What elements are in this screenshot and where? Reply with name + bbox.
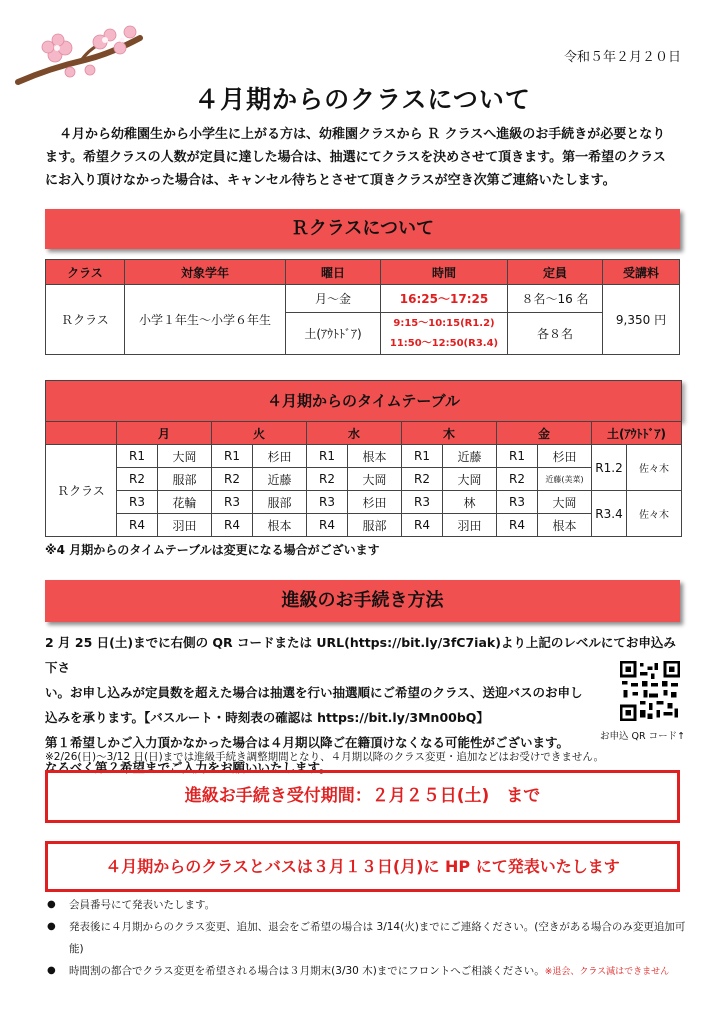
qr-caption: お申込 QR コード↑: [600, 731, 686, 742]
slot-code: R1.2: [592, 445, 627, 491]
timetable-table: [45, 421, 682, 537]
slot-code: R4: [497, 514, 538, 537]
teacher-name: 杉田: [538, 445, 592, 468]
issue-date: 令和５年２月２０日: [563, 50, 681, 65]
class-name-cell: Ｒクラス: [46, 445, 117, 537]
teacher-name: 根本: [538, 514, 592, 537]
slot-code: R4: [307, 514, 348, 537]
day-cell: 土(ｱｳﾄﾄﾞｱ): [286, 313, 381, 355]
slot-code: R3: [402, 491, 443, 514]
procedure-line: 第１希望しかご入力頂かなかった場合は４月期以降ご在籍頂けなくなる可能性がございます。: [45, 735, 570, 750]
teacher-name: 羽田: [158, 514, 212, 537]
slot-code: R1: [497, 445, 538, 468]
slot-code: R3: [212, 491, 253, 514]
column-header: 木: [402, 422, 497, 445]
announcement-box: ４月期からのクラスとバスは３月１３日(月)に HP にて発表いたします: [45, 841, 680, 892]
fee-cell: 9,350 円: [603, 285, 680, 355]
column-header: 曜日: [286, 260, 381, 285]
slot-code: R1: [117, 445, 158, 468]
column-header: 火: [212, 422, 307, 445]
time-slot: 9:15〜10:15(R1.2): [393, 317, 495, 329]
slot-code: R2: [497, 468, 538, 491]
procedure-line: い。お申し込みが定員数を超えた場合は抽選を行い抽選順にご希望のクラス、送迎バスのお申し: [45, 685, 583, 700]
teacher-name: 大岡: [443, 468, 497, 491]
column-header: 対象学年: [125, 260, 286, 285]
slot-code: R1: [307, 445, 348, 468]
r-class-banner: Ｒクラスについて: [45, 209, 680, 249]
adjustment-period-note: ※2/26(日)〜3/12 日(日)までは進級手続き調整期間となり、４月期以降のクラス変更・追加などはお受けできません。: [45, 751, 604, 763]
slot-code: R3: [497, 491, 538, 514]
intro-line: ４月から幼稚園生から小学生に上がる方は、幼稚園クラスから Ｒ クラスへ進級のお手続きが必要となり: [59, 127, 666, 142]
column-header: クラス: [46, 260, 125, 285]
procedure-line: なるべく第２希望までご入力をお願いいたします。: [45, 760, 332, 775]
class-name-cell: Ｒクラス: [46, 285, 125, 355]
time-cell: 16:25〜17:25: [381, 285, 508, 313]
teacher-name: 大岡: [158, 445, 212, 468]
r-class-table: [45, 259, 680, 355]
list-item: ● 会員番号にて発表いたします。: [45, 894, 695, 916]
slot-code: R3: [307, 491, 348, 514]
timetable-title: ４月期からのタイムテーブル: [45, 380, 682, 421]
intro-line: ます。希望クラスの人数が定員に達した場合は、抽選にてクラスを決めさせて頂きます。第一希望のクラス: [45, 150, 666, 165]
column-header: 金: [497, 422, 592, 445]
teacher-name: 服部: [253, 491, 307, 514]
time-slot: 11:50〜12:50(R3.4): [389, 337, 499, 349]
qr-code-icon[interactable]: [617, 661, 683, 721]
procedure-line: 2 月 25 日(土)までに右側の QR コードまたは URL(https://bit.ly/3fC7iak)より上記のレベルにてお申込み下さ: [45, 635, 676, 675]
teacher-name: 花輪: [158, 491, 212, 514]
slot-code: R2: [307, 468, 348, 491]
teacher-name: 近藤: [253, 468, 307, 491]
procedure-banner: 進級のお手続き方法: [45, 580, 680, 622]
teacher-name: 佐々木: [627, 445, 682, 491]
capacity-cell: 各８名: [508, 313, 603, 355]
teacher-name: 羽田: [443, 514, 497, 537]
list-item: [45, 960, 695, 983]
procedure-line: 込みを承ります。【バスルート・時刻表の確認は https://bit.ly/3Mn00bQ】: [45, 710, 489, 725]
list-item-text: 時間割の都合でクラス変更を希望される場合は３月期末(3/30 木)までにフロントへご相談ください。: [69, 965, 545, 977]
deadline-box: 進級お手続き受付期間：２月２５日(土) まで: [45, 770, 680, 823]
column-header: [46, 422, 117, 445]
column-header: 定員: [508, 260, 603, 285]
column-header: 受講料: [603, 260, 680, 285]
teacher-name: 大岡: [348, 468, 402, 491]
time-cell: [381, 313, 508, 355]
column-header: 月: [117, 422, 212, 445]
teacher-name: 佐々木: [627, 491, 682, 537]
slot-code: R1: [402, 445, 443, 468]
teacher-name: 近藤(美菜): [538, 468, 592, 491]
teacher-name: 林: [443, 491, 497, 514]
intro-paragraph: [45, 123, 685, 192]
capacity-cell: ８名〜16 名: [508, 285, 603, 313]
slot-code: R2: [117, 468, 158, 491]
intro-line: にお入り頂けなかった場合は、キャンセル待ちとさせて頂きクラスが空き次第ご連絡いたします。: [45, 173, 616, 188]
list-item-warning: ※退会、クラス減はできません: [544, 967, 670, 977]
slot-code: R4: [117, 514, 158, 537]
page-title: ４月期からのクラスについて: [194, 85, 531, 114]
grade-cell: 小学１年生〜小学６年生: [125, 285, 286, 355]
slot-code: R4: [402, 514, 443, 537]
teacher-name: 杉田: [253, 445, 307, 468]
notice-list: [45, 894, 695, 983]
timetable-note: ※4 月期からのタイムテーブルは変更になる場合がございます: [45, 543, 380, 557]
teacher-name: 近藤: [443, 445, 497, 468]
slot-code: R1: [212, 445, 253, 468]
teacher-name: 服部: [158, 468, 212, 491]
slot-code: R2: [402, 468, 443, 491]
day-cell: 月〜金: [286, 285, 381, 313]
teacher-name: 服部: [348, 514, 402, 537]
timetable-section: [45, 380, 682, 537]
column-header: 時間: [381, 260, 508, 285]
teacher-name: 杉田: [348, 491, 402, 514]
teacher-name: 大岡: [538, 491, 592, 514]
teacher-name: 根本: [253, 514, 307, 537]
slot-code: R2: [212, 468, 253, 491]
slot-code: R3: [117, 491, 158, 514]
column-header: 土(ｱｳﾄﾄﾞｱ): [592, 422, 682, 445]
list-item: ● 発表後に４月期からのクラス変更、追加、退会をご希望の場合は 3/14(火)までにご連絡ください。(空きがある場合のみ変更追加可能): [45, 916, 695, 960]
column-header: 水: [307, 422, 402, 445]
slot-code: R4: [212, 514, 253, 537]
slot-code: R3.4: [592, 491, 627, 537]
teacher-name: 根本: [348, 445, 402, 468]
